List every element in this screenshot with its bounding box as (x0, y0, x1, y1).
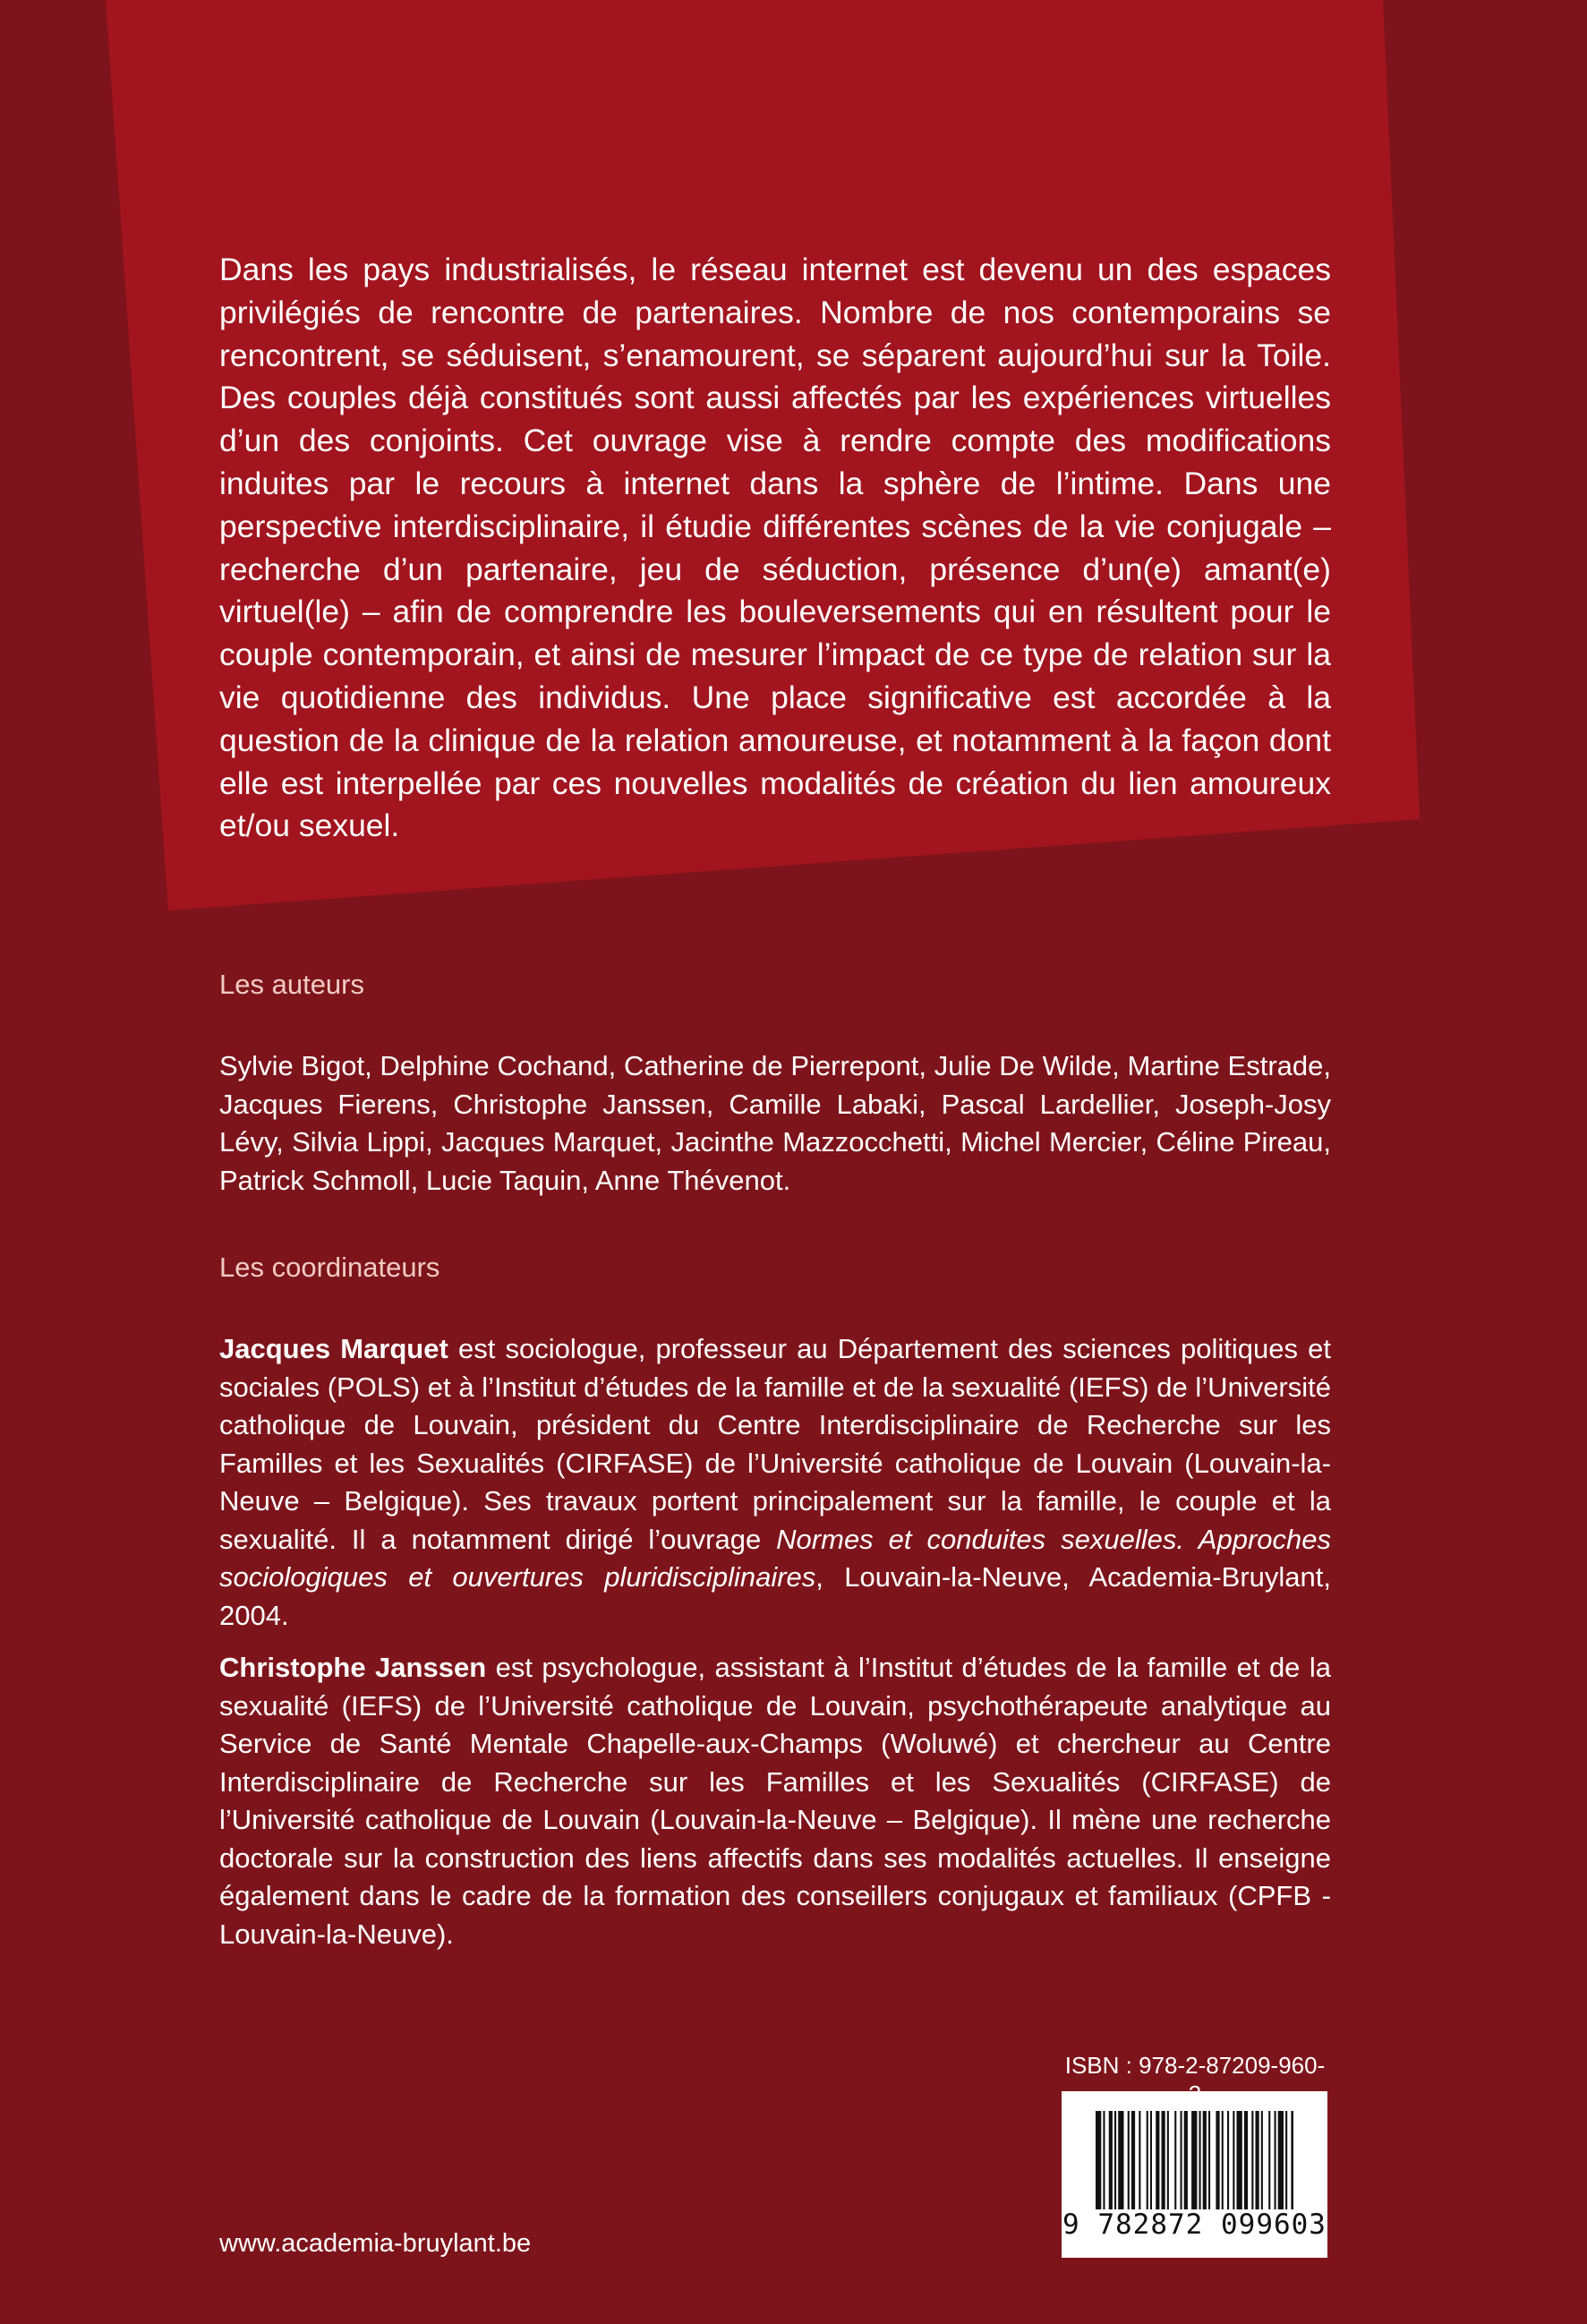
barcode-bar (1256, 2111, 1259, 2209)
barcode-bar (1237, 2111, 1242, 2209)
barcode-bar (1103, 2111, 1105, 2209)
coordinator-bio-marquet (219, 1330, 1331, 1635)
authors-list: Sylvie Bigot, Delphine Cochand, Catherine de Pierrepont, Julie De Wilde, Martine Estrade, Jacques Fierens, Christophe Janssen, Camille Labaki, Pascal Lardellier, Joseph-Josy Lévy, Silvia Lippi, Jacques Marquet, Jacinthe Mazzocchetti, Michel Mercier, Céline Pireau, Patrick Schmoll, Lucie Taquin, Anne Thévenot. (219, 1050, 1331, 1196)
barcode-bar (1261, 2111, 1263, 2209)
barcode-bar (1109, 2111, 1113, 2209)
barcode-bar (1150, 2111, 1152, 2209)
coordinator-bio-marquet-text: est sociologue, professeur au Département des sciences politiques et sociales (POLS) et à l’Institut d’études de la famille et de la sexualité (IEFS) de l’Université catholique de Louvain, président du Centre Interdisciplinaire de Recherche sur les Familles et les Sexualités (CIRFASE) de l’Université catholique de Louvain (Louvain-la-Neuve – Belgique). Ses travaux portent principalement sur la famille, le couple et la sexualité. Il a notamment dirigé l’ouvrage (219, 1333, 1331, 1555)
barcode-bar (1181, 2111, 1182, 2209)
barcode-bar (1128, 2111, 1130, 2209)
barcode-bar (1268, 2111, 1270, 2209)
book-title: Normes et conduites sexuelles. Approches sociologiques et ouvertures pluridisciplinaires (219, 1523, 1331, 1593)
barcode (1062, 2091, 1327, 2258)
barcode-bar (1184, 2111, 1188, 2209)
barcode-bar (1096, 2111, 1101, 2209)
coordinator-name-marquet: Jacques Marquet (219, 1333, 448, 1364)
authors-heading: Les auteurs (219, 969, 364, 1000)
barcode-bar (1227, 2111, 1229, 2209)
barcode-bar (1233, 2111, 1234, 2209)
barcode-bar (1278, 2111, 1284, 2209)
barcode-bars (1096, 2111, 1293, 2209)
barcode-bar (1275, 2111, 1276, 2209)
barcode-bar (1251, 2111, 1253, 2209)
summary-paragraph: Dans les pays industrialisés, le réseau internet est devenu un des espaces privilégiés de rencontre de partenaires. Nombre de nos contemporains se rencontrent, se séduisent, s’enamourent, se séparent aujourd’hui sur la Toile. Des couples déjà constitués sont aussi affectés par les expériences virtuelles d’un des conjoints. Cet ouvrage vise à rendre compte des modifications induites par le recours à internet dans la sphère de l’intime. Dans une perspective interdisciplinaire, il étudie différentes scènes de la vie conjugale – recherche d’un partenaire, jeu de séduction, présence d’un(e) amant(e) virtuel(le) – afin de comprendre les bouleversements qui en résultent pour le couple contemporain, et ainsi de mesurer l’impact de ce type de relation sur la vie quotidienne des individus. Une place significative est accordée à la question de la clinique de la relation amoureuse, et notamment à la façon dont elle est interpellée par ces nouvelles modalités de création du lien amoureux et/ou sexuel. (219, 252, 1331, 844)
barcode-bar (1244, 2111, 1248, 2209)
barcode-bar (1114, 2111, 1116, 2209)
barcode-bar (1147, 2111, 1148, 2209)
barcode-bar (1167, 2111, 1169, 2209)
website-url: www.academia-bruylant.be (219, 2229, 532, 2258)
barcode-bar (1208, 2111, 1210, 2209)
summary-text (219, 249, 1331, 848)
barcode-bar (1216, 2111, 1219, 2209)
coordinator-name-janssen: Christophe Janssen (219, 1652, 487, 1683)
isbn-label: ISBN : 978-2-87209-960- (1064, 2052, 1326, 2079)
coordinator-bio-janssen (219, 1649, 1331, 1953)
barcode-bar (1203, 2111, 1207, 2209)
barcode-bar (1139, 2111, 1140, 2209)
barcode-digits: 9 782872 099603 (1062, 2209, 1327, 2241)
barcode-bar (1156, 2111, 1159, 2209)
coordinator-bio-marquet-publication: , Louvain-la-Neuve, Academia-Bruylant, 2004. (219, 1561, 1331, 1631)
barcode-bar (1222, 2111, 1224, 2209)
barcode-bar (1118, 2111, 1123, 2209)
barcode-bar (1131, 2111, 1135, 2209)
barcode-bar (1199, 2111, 1201, 2209)
barcode-bar (1174, 2111, 1176, 2209)
barcode-bar (1291, 2111, 1293, 2209)
barcode-bar (1285, 2111, 1287, 2209)
coordinator-bio-janssen-text: est psychologue, assistant à l’Institut d’études de la famille et de la sexualité (IEFS) de l’Université catholique de Louvain, psychothérapeute analytique au Service de Santé Mentale Chapelle-aux-Champs (Woluwé) et chercheur au Centre Interdisciplinaire de Recherche sur les Familles et les Sexualités (CIRFASE) de l’Université catholique de Louvain (Louvain-la-Neuve – Belgique). Il mène une recherche doctorale sur la construction des liens affectifs dans ses modalités actuelles. Il enseigne également dans le cadre de la formation des conseillers conjugaux et familiaux (CPFB - Louvain-la-Neuve). (219, 1652, 1331, 1950)
barcode-bar (1162, 2111, 1165, 2209)
barcode-bar (1191, 2111, 1197, 2209)
coordinators-heading: Les coordinateurs (219, 1252, 440, 1283)
